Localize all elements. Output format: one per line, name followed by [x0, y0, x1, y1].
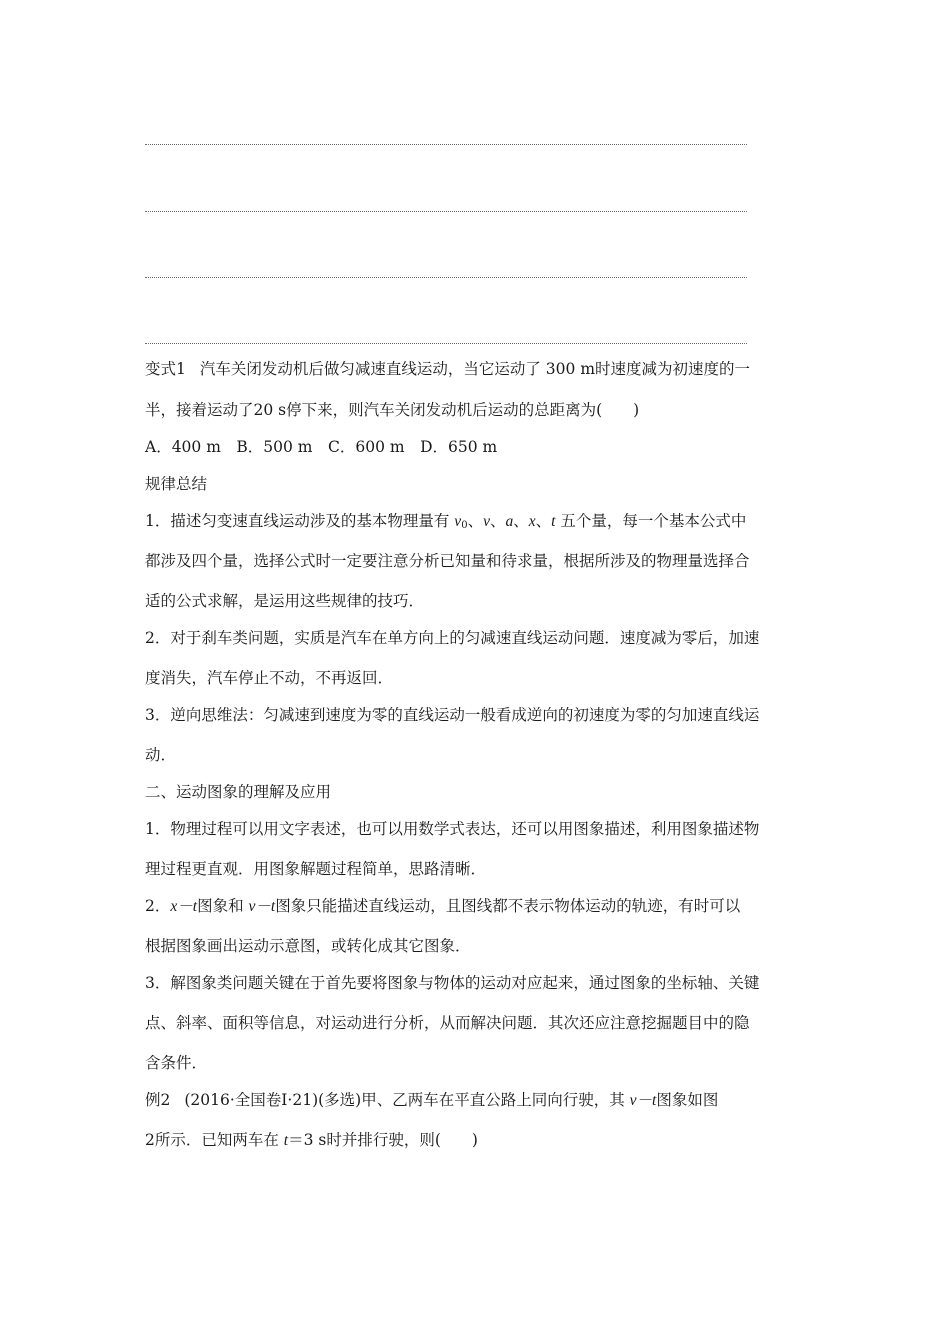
section2-p3-text-1: 3．解图象类问题关键在于首先要将图象与物体的运动对应起来，通过图象的坐标轴、关键: [145, 974, 760, 992]
section2-p1-text-2: 理过程更直观．用图象解题过程简单，思路清晰．: [145, 860, 487, 878]
example2-text-pre: (2016·全国卷Ⅰ·21)(多选)甲、乙两车在平直公路上同向行驶，其: [184, 1091, 630, 1109]
summary-p3-text-1: 3．逆向思维法：匀减速到速度为零的直线运动一般看成逆向的初速度为零的匀加速直线运: [145, 706, 760, 724]
section2-p2-mid: 图象和: [197, 897, 249, 915]
section2-p3-text-2: 点、斜率、面积等信息，对运动进行分析，从而解决问题．其次还应注意挖掘题目中的隐: [145, 1014, 750, 1032]
summary-p1-text-3: 适的公式求解，是运用这些规律的技巧．: [145, 592, 425, 610]
section2-p3-line1: [145, 973, 759, 993]
summary-p2-line1: [145, 628, 759, 648]
section2-p2-pre: 2．: [145, 897, 171, 915]
summary-p1-line2: [145, 551, 750, 571]
summary-p1-post: 五个量，每一个基本公式中: [555, 512, 747, 530]
section2-p3-text-3: 含条件．: [145, 1054, 208, 1072]
sep: 、: [513, 512, 529, 530]
section2-p3-line2: [145, 1013, 750, 1033]
symbol-x: x: [528, 513, 536, 530]
example2-text-2-pre: 2所示．已知两车在: [145, 1131, 284, 1149]
summary-p1-line1: [145, 511, 746, 536]
answer-line-3: [145, 277, 747, 278]
variant1-line1: [145, 359, 750, 379]
variant1-options-text: A．400 m B．500 m C．600 m D．650 m: [145, 438, 498, 456]
example2-text-2-post: ＝3 s时并排行驶，则( ): [288, 1131, 478, 1149]
example2-line1: [145, 1090, 718, 1111]
sep: 、: [467, 512, 484, 530]
variant1-line2: [145, 400, 639, 420]
symbol-v0-sub: 0: [461, 520, 468, 531]
summary-p1-text-2: 都涉及四个量，选择公式时一定要注意分析已知量和待求量，根据所涉及的物理量选择合: [145, 552, 750, 570]
section2-p2-post: 图象只能描述直线运动，且图线都不表示物体运动的轨迹，有时可以: [275, 897, 741, 915]
section2-p1-line1: [145, 819, 759, 839]
section2-heading: [145, 782, 331, 802]
symbol-v: v: [483, 513, 490, 530]
t-symbol: t: [283, 1132, 289, 1149]
summary-p1-line3: [145, 591, 424, 611]
xt-symbol: x－t: [170, 898, 198, 915]
sep: 、: [489, 512, 506, 530]
sep: 、: [535, 512, 552, 530]
section2-p2-text-2: 根据图象画出运动示意图，或转化成其它图象．: [145, 937, 471, 955]
vt-symbol: v－t: [629, 1092, 657, 1109]
symbol-a: a: [505, 513, 514, 530]
section2-heading-text: 二、运动图象的理解及应用: [145, 783, 332, 801]
section2-p3-line3: [145, 1053, 207, 1073]
symbol-t: t: [551, 513, 556, 530]
summary-p1-pre: 1．描述匀变速直线运动涉及的基本物理量有: [145, 512, 455, 530]
variant1-text-1: 汽车关闭发动机后做匀减速直线运动，当它运动了 300 m时速度减为初速度的一: [199, 360, 751, 378]
summary-p3-text-2: 动．: [145, 746, 177, 764]
answer-line-1: [145, 144, 747, 145]
section2-p2-line1: [145, 896, 740, 917]
section2-p2-line2: [145, 936, 471, 956]
section2-p1-line2: [145, 859, 486, 879]
summary-heading-text: 规律总结: [145, 475, 208, 493]
summary-p2-line2: [145, 668, 393, 688]
example2-label: 例2: [145, 1091, 171, 1109]
variant1-options: [145, 437, 497, 457]
vt-symbol: v－t: [248, 898, 276, 915]
summary-p3-line1: [145, 705, 759, 725]
variant1-label: 变式1: [145, 360, 186, 378]
example2-text-post: 图象如图: [656, 1091, 719, 1109]
summary-p3-line2: [145, 745, 176, 765]
summary-p2-text-2: 度消失，汽车停止不动，不再返回．: [145, 669, 394, 687]
summary-p2-text-1: 2．对于刹车类问题，实质是汽车在单方向上的匀减速直线运动问题．速度减为零后，加速: [145, 629, 760, 647]
symbol-v: v: [454, 513, 462, 530]
example2-line2: [145, 1130, 478, 1151]
summary-heading: [145, 474, 207, 494]
answer-line-2: [145, 211, 747, 212]
variant1-text-2: 半，接着运动了20 s停下来，则汽车关闭发动机后运动的总距离为( ): [145, 401, 640, 419]
section2-p1-text-1: 1．物理过程可以用文字表述，也可以用数学式表达，还可以用图象描述，利用图象描述物: [145, 820, 760, 838]
answer-line-4: [145, 343, 747, 344]
